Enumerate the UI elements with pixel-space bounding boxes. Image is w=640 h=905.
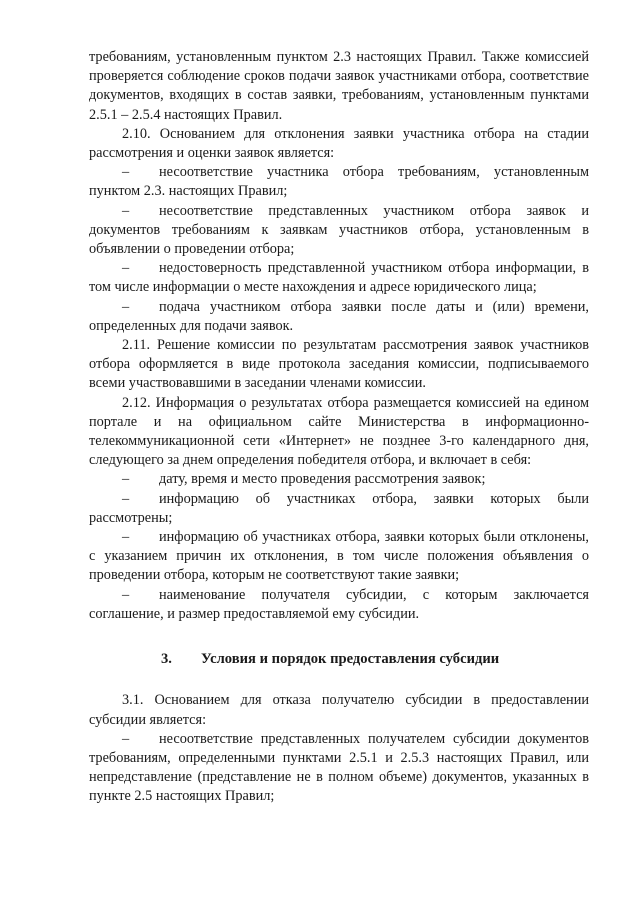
document-page [89, 48, 589, 807]
paragraph-text: 2.12. Информация о результатах отбора размещается комиссией на едином портале и на официальном сайте Министерства в информационно-телекоммуникационной сети «Интернет» не позднее 3-го календарного дня, следующего за днем определения победителя отбора, и включает в себя: [89, 394, 589, 469]
list-item [89, 470, 589, 489]
paragraphs-bottom [89, 691, 589, 806]
dash-marker: – [122, 164, 130, 181]
paragraph-text: 2.10. Основанием для отклонения заявки участника отбора на стадии рассмотрения и оценки заявок является: [89, 125, 589, 162]
paragraph [89, 394, 589, 471]
dash-marker: – [122, 730, 130, 747]
dash-marker: – [122, 529, 130, 546]
list-item [89, 202, 589, 260]
section-title: Условия и порядок предоставления субсидии [201, 651, 500, 668]
paragraph-text: наименование получателя субсидии, с которым заключается соглашение, и размер предоставляемой ему субсидии. [89, 586, 589, 622]
list-item [89, 586, 589, 624]
dash-marker: – [122, 260, 130, 277]
section-heading [89, 650, 589, 669]
paragraph-text: 2.11. Решение комиссии по результатам рассмотрения заявок участников отбора оформляется в виде протокола заседания комиссии, подписываемого всеми участвовавшими в заседании членами комиссии. [89, 337, 589, 392]
dash-marker: – [122, 298, 130, 315]
paragraph [89, 336, 589, 394]
section-number: 3. [161, 651, 172, 668]
dash-marker: – [122, 202, 130, 219]
paragraph-text: дату, время и место проведения рассмотрения заявок; [159, 471, 486, 488]
paragraph-text: несоответствие представленных получателем субсидии документов требованиям, определенными пунктами 2.5.1 и 2.5.3 настоящих Правил, или непредставление (представление не в полном объеме) документов, указанных в пункте 2.5 настоящих Правил; [89, 730, 589, 805]
list-item [89, 490, 589, 528]
dash-marker: – [122, 471, 130, 488]
paragraph-text: недостоверность представленной участником отбора информации, в том числе информации о месте нахождения и адресе юридического лица; [89, 260, 589, 296]
paragraph-text: информацию об участниках отбора, заявки которых были рассмотрены; [89, 490, 589, 526]
list-item [89, 163, 589, 201]
list-item [89, 730, 589, 807]
list-item [89, 528, 589, 586]
paragraphs-top [89, 48, 589, 624]
paragraph [89, 691, 589, 729]
paragraph [89, 48, 589, 125]
dash-marker: – [122, 490, 130, 507]
list-item [89, 259, 589, 297]
dash-marker: – [122, 586, 130, 603]
paragraph-text: требованиям, установленным пунктом 2.3 настоящих Правил. Также комиссией проверяется соблюдение сроков подачи заявок участниками отбора, соответствие документов, входящих в состав заявки, требованиям, установленным пунктами 2.5.1 – 2.5.4 настоящих Правил. [89, 49, 589, 123]
paragraph-text: 3.1. Основанием для отказа получателю субсидии в предоставлении субсидии является: [89, 692, 589, 728]
paragraph-text: информацию об участниках отбора, заявки которых были отклонены, с указанием причин их отклонения, в том числе положения объявления о проведении отбора, которым не соответствуют такие заявки; [89, 529, 589, 584]
paragraph-text: подача участником отбора заявки после даты и (или) времени, определенных для подачи заявок. [89, 298, 589, 334]
paragraph [89, 125, 589, 163]
paragraph-text: несоответствие участника отбора требованиям, установленным пунктом 2.3. настоящих Правил; [89, 164, 589, 200]
list-item [89, 298, 589, 336]
paragraph-text: несоответствие представленных участником отбора заявок и документов требованиям к заявкам участников отбора, установленным в объявлении о проведении отбора; [89, 202, 589, 258]
